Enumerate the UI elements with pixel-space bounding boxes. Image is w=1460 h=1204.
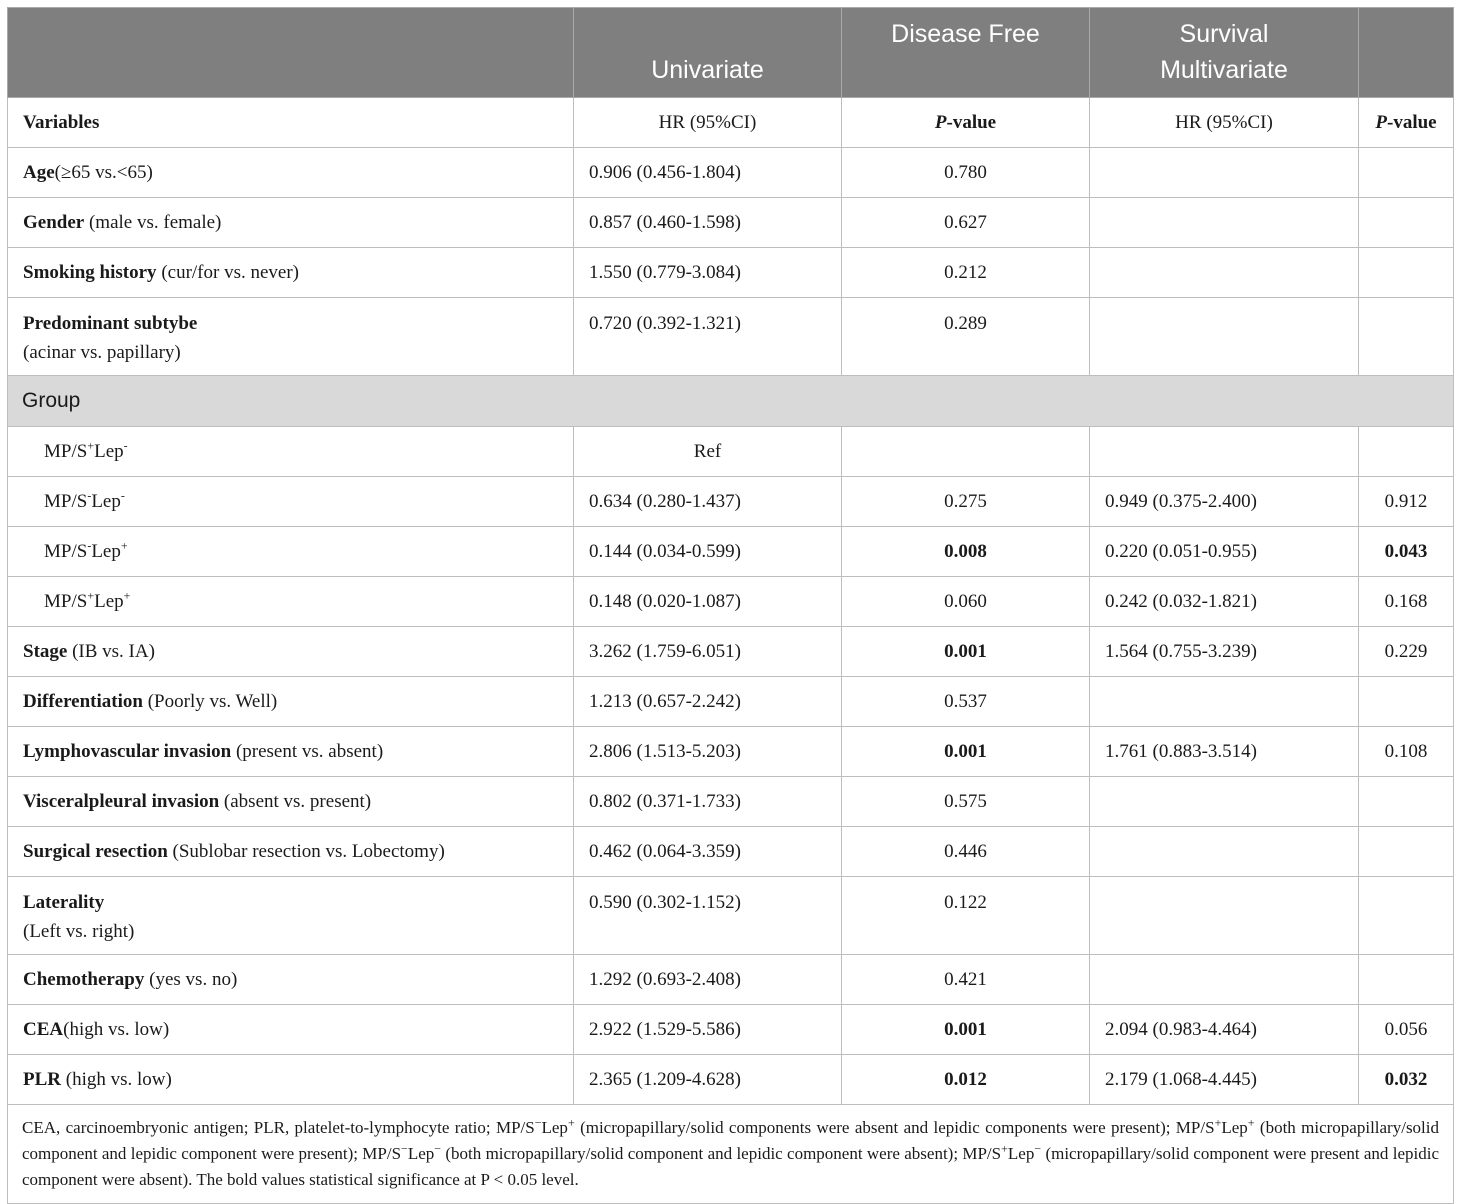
variable-comparison: (high vs. low) (63, 1018, 170, 1040)
variable-name: Lymphovascular invasion (23, 740, 232, 762)
hr-multivariate-cell (1090, 677, 1359, 727)
header-univariate-cell (574, 8, 842, 98)
hr-univariate-value: 2.365 (1.209-4.628) (589, 1068, 741, 1090)
p-multivariate-value: 0.043 (1384, 540, 1428, 562)
header-empty-cell (8, 8, 574, 98)
p-univariate-value: 0.001 (944, 1018, 987, 1040)
p-univariate-cell (842, 1005, 1090, 1055)
col-p-multivariate-rest: -value (1387, 111, 1437, 133)
hr-multivariate-value: 0.220 (0.051-0.955) (1105, 540, 1257, 562)
hr-multivariate-cell (1090, 955, 1359, 1005)
p-multivariate-value: 0.229 (1384, 640, 1428, 662)
p-univariate-cell (842, 677, 1090, 727)
group-row (8, 527, 1454, 577)
table-row (8, 1005, 1454, 1055)
variable-name: Predominant subtybe (23, 313, 198, 334)
variable-cell (8, 627, 574, 677)
hr-univariate-value: 2.806 (1.513-5.203) (589, 740, 741, 762)
hr-univariate-cell (574, 577, 842, 627)
variable-name: Age (23, 161, 55, 183)
cox-regression-table (7, 7, 1454, 1204)
hr-univariate-value: 0.720 (0.392-1.321) (589, 313, 741, 334)
hr-multivariate-value: 0.242 (0.032-1.821) (1105, 590, 1257, 612)
footnote-text: Lep (1007, 1144, 1035, 1163)
p-multivariate-cell (1359, 955, 1454, 1005)
header-disease-free-cell (842, 8, 1090, 98)
p-univariate-value: 0.212 (944, 261, 987, 283)
variable-cell (8, 777, 574, 827)
variable-name: Chemotherapy (23, 968, 145, 990)
group-lep-text: Lep (94, 590, 124, 612)
variable-comparison: (Left vs. right) (23, 921, 135, 942)
hr-univariate-value: 0.634 (0.280-1.437) (589, 490, 741, 512)
header-survival-cell (1090, 8, 1359, 98)
p-univariate-value: 0.575 (944, 790, 987, 812)
col-hr-multivariate: HR (95%CI) (1090, 98, 1359, 148)
hr-univariate-cell (574, 148, 842, 198)
p-univariate-value: 0.001 (944, 740, 987, 762)
table-row (8, 827, 1454, 877)
variable-cell (8, 955, 574, 1005)
footnote-text: − (434, 1141, 442, 1156)
hr-univariate-cell (574, 877, 842, 955)
variable-name: Gender (23, 211, 85, 233)
p-multivariate-cell (1359, 248, 1454, 298)
footnote-text: − (1034, 1141, 1042, 1156)
hr-univariate-cell (574, 477, 842, 527)
p-univariate-cell (842, 198, 1090, 248)
results-table-container (7, 7, 1453, 1204)
p-univariate-cell (842, 527, 1090, 577)
variable-comparison: (Poorly vs. Well) (142, 690, 278, 712)
col-variables: Variables (8, 98, 574, 148)
variable-name: Stage (23, 640, 68, 662)
hr-multivariate-cell (1090, 427, 1359, 477)
p-multivariate-value: 0.032 (1384, 1068, 1428, 1090)
table-row (8, 877, 1454, 955)
hr-univariate-cell (574, 727, 842, 777)
p-univariate-cell (842, 777, 1090, 827)
p-univariate-value: 0.537 (944, 690, 987, 712)
variable-name: Surgical resection (23, 840, 168, 862)
p-univariate-cell (842, 427, 1090, 477)
p-multivariate-value: 0.912 (1384, 490, 1428, 512)
variable-comparison: (IB vs. IA) (67, 640, 155, 662)
footnote-text: + (1001, 1141, 1008, 1156)
p-univariate-cell (842, 148, 1090, 198)
hr-univariate-cell (574, 1055, 842, 1105)
variable-cell (8, 727, 574, 777)
p-multivariate-cell (1359, 877, 1454, 955)
hr-multivariate-cell (1090, 827, 1359, 877)
group-mp-sup: + (87, 438, 95, 453)
p-univariate-value: 0.446 (944, 840, 987, 862)
variable-cell (8, 148, 574, 198)
hr-univariate-value: 2.922 (1.529-5.586) (589, 1018, 741, 1040)
hr-univariate-value: 0.462 (0.064-3.359) (589, 840, 741, 862)
hr-multivariate-cell (1090, 577, 1359, 627)
variable-cell (8, 1055, 574, 1105)
group-lep-sup: + (123, 588, 131, 603)
p-multivariate-cell (1359, 527, 1454, 577)
variable-cell (8, 248, 574, 298)
p-multivariate-cell (1359, 1005, 1454, 1055)
group-mp-sup: - (87, 538, 92, 553)
variable-name: Laterality (23, 892, 105, 913)
p-multivariate-cell (1359, 677, 1454, 727)
hr-univariate-value: 0.802 (0.371-1.733) (589, 790, 741, 812)
hr-multivariate-value: 0.949 (0.375-2.400) (1105, 490, 1257, 512)
group-lep-sup: - (120, 488, 125, 503)
hr-univariate-value: 0.590 (0.302-1.152) (589, 892, 741, 913)
variable-comparison: (absent vs. present) (219, 790, 372, 812)
table-row (8, 727, 1454, 777)
hr-univariate-cell (574, 198, 842, 248)
p-univariate-value: 0.060 (944, 590, 987, 612)
hr-univariate-value: 0.148 (0.020-1.087) (589, 590, 741, 612)
hr-multivariate-cell (1090, 627, 1359, 677)
hr-multivariate-value: 1.761 (0.883-3.514) (1105, 740, 1257, 762)
hr-multivariate-cell (1090, 248, 1359, 298)
hr-univariate-cell (574, 777, 842, 827)
footnote-text: (both micropapillary/solid component and lepidic component were absent); MP/S (441, 1144, 1002, 1163)
group-mp-sup: + (87, 588, 95, 603)
group-lep-text: Lep (91, 540, 121, 562)
col-p-univariate-rest: -value (946, 111, 997, 133)
variable-comparison: (high vs. low) (61, 1068, 172, 1090)
p-multivariate-value: 0.056 (1384, 1018, 1428, 1040)
p-univariate-cell (842, 627, 1090, 677)
p-univariate-value: 0.421 (944, 968, 987, 990)
p-univariate-cell (842, 1055, 1090, 1105)
p-univariate-cell (842, 877, 1090, 955)
footnote-text: (micropapillary/solid component were present and lepidic component were absent). The bold values statistical significance at P < 0.05 level. (22, 1144, 1440, 1189)
group-section-row (8, 376, 1454, 427)
p-univariate-cell (842, 298, 1090, 376)
hr-univariate-cell (574, 627, 842, 677)
group-label-cell (8, 577, 574, 627)
group-mp-text: MP/S (44, 540, 88, 562)
table-row (8, 1055, 1454, 1105)
group-title: Group (22, 389, 81, 412)
footnote-text: (micropapillary/solid components were absent and lepidic components were present); MP/S (574, 1118, 1215, 1137)
p-univariate-value: 0.012 (944, 1068, 987, 1090)
variable-comparison: (acinar vs. papillary) (23, 342, 181, 363)
p-multivariate-cell (1359, 198, 1454, 248)
table-row (8, 955, 1454, 1005)
hr-univariate-value: 0.144 (0.034-0.599) (589, 540, 741, 562)
hr-multivariate-cell (1090, 777, 1359, 827)
p-univariate-value: 0.627 (944, 211, 987, 233)
p-univariate-cell (842, 577, 1090, 627)
variable-comparison: (≥65 vs.<65) (54, 161, 153, 183)
footnote-text: − (534, 1115, 542, 1130)
p-univariate-value: 0.122 (944, 892, 987, 913)
header-univariate: Univariate (651, 56, 764, 84)
hr-multivariate-cell (1090, 298, 1359, 376)
p-univariate-value: 0.275 (944, 490, 987, 512)
p-univariate-value: 0.289 (944, 313, 987, 334)
col-p-multivariate (1359, 98, 1454, 148)
footnote-text: + (1214, 1115, 1222, 1130)
col-p-univariate (842, 98, 1090, 148)
p-multivariate-cell (1359, 427, 1454, 477)
table-row (8, 677, 1454, 727)
variable-comparison: (Sublobar resection vs. Lobectomy) (167, 840, 445, 862)
variable-comparison: (cur/for vs. never) (156, 261, 299, 283)
variable-cell (8, 1005, 574, 1055)
table-row (8, 198, 1454, 248)
group-row (8, 577, 1454, 627)
hr-univariate-cell (574, 248, 842, 298)
header-row (8, 8, 1454, 98)
group-mp-text: MP/S (44, 590, 88, 612)
col-p-multivariate-italic: P (1375, 111, 1387, 133)
hr-multivariate-value: 2.094 (0.983-4.464) (1105, 1018, 1257, 1040)
footnote-text: CEA, carcinoembryonic antigen; PLR, platelet-to-lymphocyte ratio; MP/S (22, 1118, 535, 1137)
variable-cell (8, 298, 574, 376)
p-multivariate-cell (1359, 148, 1454, 198)
hr-univariate-value: 0.906 (0.456-1.804) (589, 161, 741, 183)
group-lep-sup: - (123, 438, 128, 453)
p-univariate-cell (842, 248, 1090, 298)
p-multivariate-value: 0.108 (1384, 740, 1428, 762)
hr-multivariate-cell (1090, 1005, 1359, 1055)
footnote-text: − (401, 1141, 408, 1156)
footnote-text: Lep (407, 1144, 435, 1163)
p-univariate-value: 0.001 (944, 640, 987, 662)
group-row (8, 427, 1454, 477)
group-label-cell (8, 477, 574, 527)
p-univariate-cell (842, 727, 1090, 777)
hr-multivariate-value: 2.179 (1.068-4.445) (1105, 1068, 1257, 1090)
hr-multivariate-value: 1.564 (0.755-3.239) (1105, 640, 1257, 662)
variable-cell (8, 198, 574, 248)
p-univariate-value: 0.780 (944, 161, 987, 183)
variable-cell (8, 827, 574, 877)
p-univariate-value: 0.008 (944, 540, 987, 562)
p-multivariate-cell (1359, 298, 1454, 376)
table-row (8, 148, 1454, 198)
header-empty-cell-2 (1359, 8, 1454, 98)
header-disease-free: Disease Free (891, 20, 1040, 48)
hr-multivariate-cell (1090, 727, 1359, 777)
hr-univariate-cell (574, 677, 842, 727)
hr-univariate-value: 1.292 (0.693-2.408) (589, 968, 741, 990)
hr-multivariate-cell (1090, 148, 1359, 198)
hr-univariate-cell (574, 1005, 842, 1055)
group-section-cell (8, 376, 1454, 427)
p-univariate-cell (842, 827, 1090, 877)
p-multivariate-cell (1359, 827, 1454, 877)
variable-name: Smoking history (23, 261, 157, 283)
hr-univariate-cell (574, 427, 842, 477)
p-multivariate-cell (1359, 727, 1454, 777)
group-mp-sup: - (87, 488, 92, 503)
table-row (8, 627, 1454, 677)
p-multivariate-value: 0.168 (1384, 590, 1428, 612)
p-univariate-cell (842, 477, 1090, 527)
header-survival: Survival (1179, 20, 1269, 48)
col-p-univariate-italic: P (934, 111, 947, 133)
table-row (8, 777, 1454, 827)
footnote-text: + (567, 1115, 575, 1130)
group-mp-text: MP/S (44, 440, 88, 462)
variable-comparison: (yes vs. no) (144, 968, 238, 990)
variable-name: Visceralpleural invasion (23, 790, 220, 812)
group-lep-text: Lep (94, 440, 124, 462)
footnote-text: + (1247, 1115, 1255, 1130)
hr-univariate-cell (574, 827, 842, 877)
p-multivariate-cell (1359, 777, 1454, 827)
p-multivariate-cell (1359, 1055, 1454, 1105)
footnote-text: Lep (1221, 1118, 1248, 1137)
variable-name: Differentiation (23, 690, 143, 712)
p-univariate-cell (842, 955, 1090, 1005)
hr-univariate-cell (574, 298, 842, 376)
table-row (8, 248, 1454, 298)
hr-univariate-value: 3.262 (1.759-6.051) (589, 640, 741, 662)
hr-univariate-cell (574, 527, 842, 577)
p-multivariate-cell (1359, 627, 1454, 677)
hr-multivariate-cell (1090, 198, 1359, 248)
footnote-text: Lep (541, 1118, 568, 1137)
p-multivariate-cell (1359, 577, 1454, 627)
hr-univariate-value: 0.857 (0.460-1.598) (589, 211, 741, 233)
variable-cell (8, 677, 574, 727)
hr-univariate-value: 1.550 (0.779-3.084) (589, 261, 741, 283)
column-header-row (8, 98, 1454, 148)
footnote-row (8, 1105, 1454, 1204)
table-row (8, 298, 1454, 376)
group-lep-text: Lep (91, 490, 121, 512)
group-mp-text: MP/S (44, 490, 88, 512)
variable-comparison: (male vs. female) (84, 211, 222, 233)
hr-univariate-value: Ref (693, 440, 722, 462)
variable-comparison: (present vs. absent) (231, 740, 384, 762)
footnote-text: (both micropapillary/solid component and lepidic component were present); MP/S (22, 1118, 1440, 1163)
hr-multivariate-cell (1090, 1055, 1359, 1105)
group-label-cell (8, 527, 574, 577)
p-multivariate-cell (1359, 477, 1454, 527)
footnote-cell (8, 1105, 1454, 1204)
group-lep-sup: + (120, 538, 128, 553)
hr-univariate-value: 1.213 (0.657-2.242) (589, 690, 741, 712)
hr-multivariate-cell (1090, 527, 1359, 577)
header-multivariate: Multivariate (1160, 56, 1288, 84)
hr-multivariate-cell (1090, 477, 1359, 527)
group-row (8, 477, 1454, 527)
variable-name: PLR (23, 1068, 61, 1090)
variable-cell (8, 877, 574, 955)
group-label-cell (8, 427, 574, 477)
hr-multivariate-cell (1090, 877, 1359, 955)
hr-univariate-cell (574, 955, 842, 1005)
variable-name: CEA (23, 1018, 64, 1040)
col-hr-univariate: HR (95%CI) (574, 98, 842, 148)
